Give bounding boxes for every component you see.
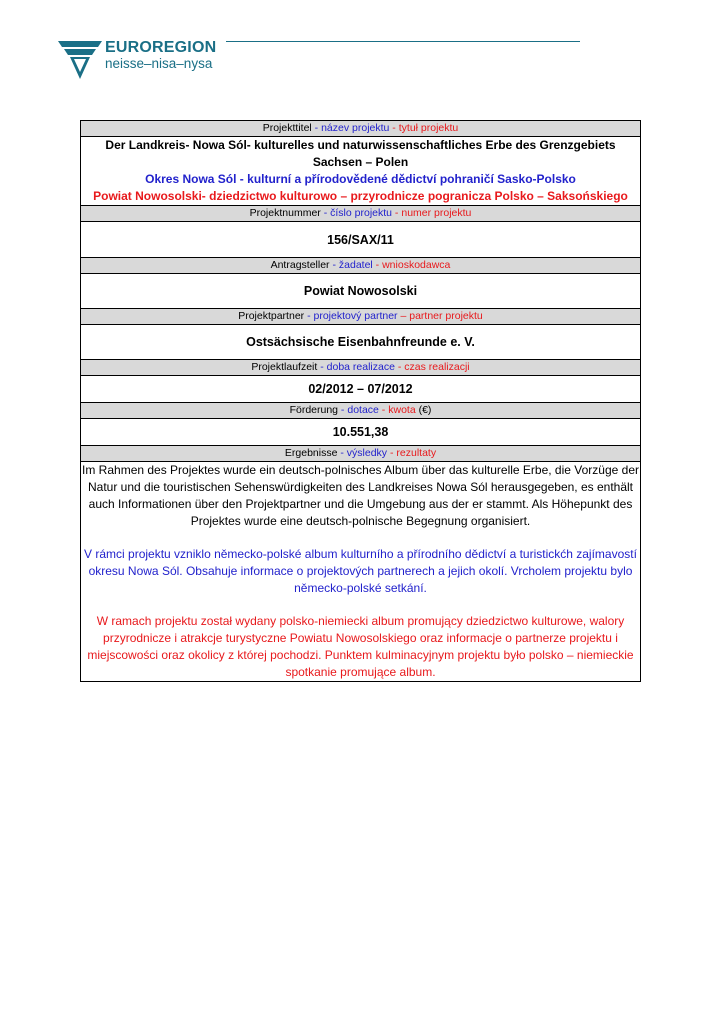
funding-amount: 10.551,38: [81, 419, 641, 446]
duration-label: Projektlaufzeit - doba realizace - czas realizacji: [81, 360, 641, 376]
title-label: Projekttitel - název projektu - tytuł projektu: [81, 121, 641, 137]
project-title-de: Der Landkreis- Nowa Sól- kulturelles und naturwissenschaftliches Erbe des Grenzgebiets Sachsen – Polen: [105, 138, 616, 169]
logo-tagline: neisse–nisa–nysa: [105, 56, 213, 71]
partner-label: Projektpartner - projektový partner – partner projektu: [81, 309, 641, 325]
project-title-pl: Powiat Nowosolski- dziedzictwo kulturowo – przyrodnicze pogranicza Polsko – Saksońskiego: [93, 189, 628, 203]
applicant: Powiat Nowosolski: [81, 274, 641, 309]
project-title: [81, 137, 641, 206]
project-duration: 02/2012 – 07/2012: [81, 376, 641, 403]
project-table: [80, 120, 641, 682]
results-label: Ergebnisse - výsledky - rezultaty: [81, 446, 641, 462]
logo-name: EUROREGION: [105, 39, 217, 56]
applicant-label: Antragsteller - žadatel - wnioskodawca: [81, 258, 641, 274]
results-text: [81, 462, 641, 682]
funding-label: Förderung - dotace - kwota (€): [81, 403, 641, 419]
euroregion-emblem-icon: [58, 39, 102, 79]
project-number: 156/SAX/11: [81, 222, 641, 258]
project-partner: Ostsächsische Eisenbahnfreunde e. V.: [81, 325, 641, 360]
project-title-cz: Okres Nowa Sól - kulturní a přírodovědené dědictví pohraničí Sasko-Polsko: [145, 172, 576, 186]
results-pl: W ramach projektu został wydany polsko-niemiecki album promujący dziedzictwo kulturowe, walory przyrodnicze i atrakcje turystyczne Powiatu Nowosolskiego oraz informacje o partnerze projektu i miejscowości oraz okolicy z której pochodzi. Punktem kulminacyjnym projektu było polsko – niemieckie spotkanie promujące album.: [87, 614, 634, 679]
header-rule: [226, 41, 580, 42]
results-cz: V rámci projektu vzniklo německo-polské album kulturního a přírodního dědictví a turistickćh zajímavostí okresu Nowa Sól. Obsahuje informace o projektových partnerech a jejich okolí. Vrcholem projektu bylo německo-polské setkání.: [84, 547, 637, 595]
results-de: Im Rahmen des Projektes wurde ein deutsch-polnisches Album über das kulturelle Erbe, die Vorzüge der Natur und die touristischen Sehenswürdigkeiten des Landkreises Nowa Sól herausgegeben, es enthält auch Informationen über den Projektpartner und die Umgebung aus der er stammt. Als Höhepunkt des Projektes wurde eine deutsch-polnische Begegnung organisiert.: [82, 463, 639, 528]
number-label: Projektnummer - číslo projektu - numer projektu: [81, 206, 641, 222]
euroregion-logo: [58, 39, 258, 81]
